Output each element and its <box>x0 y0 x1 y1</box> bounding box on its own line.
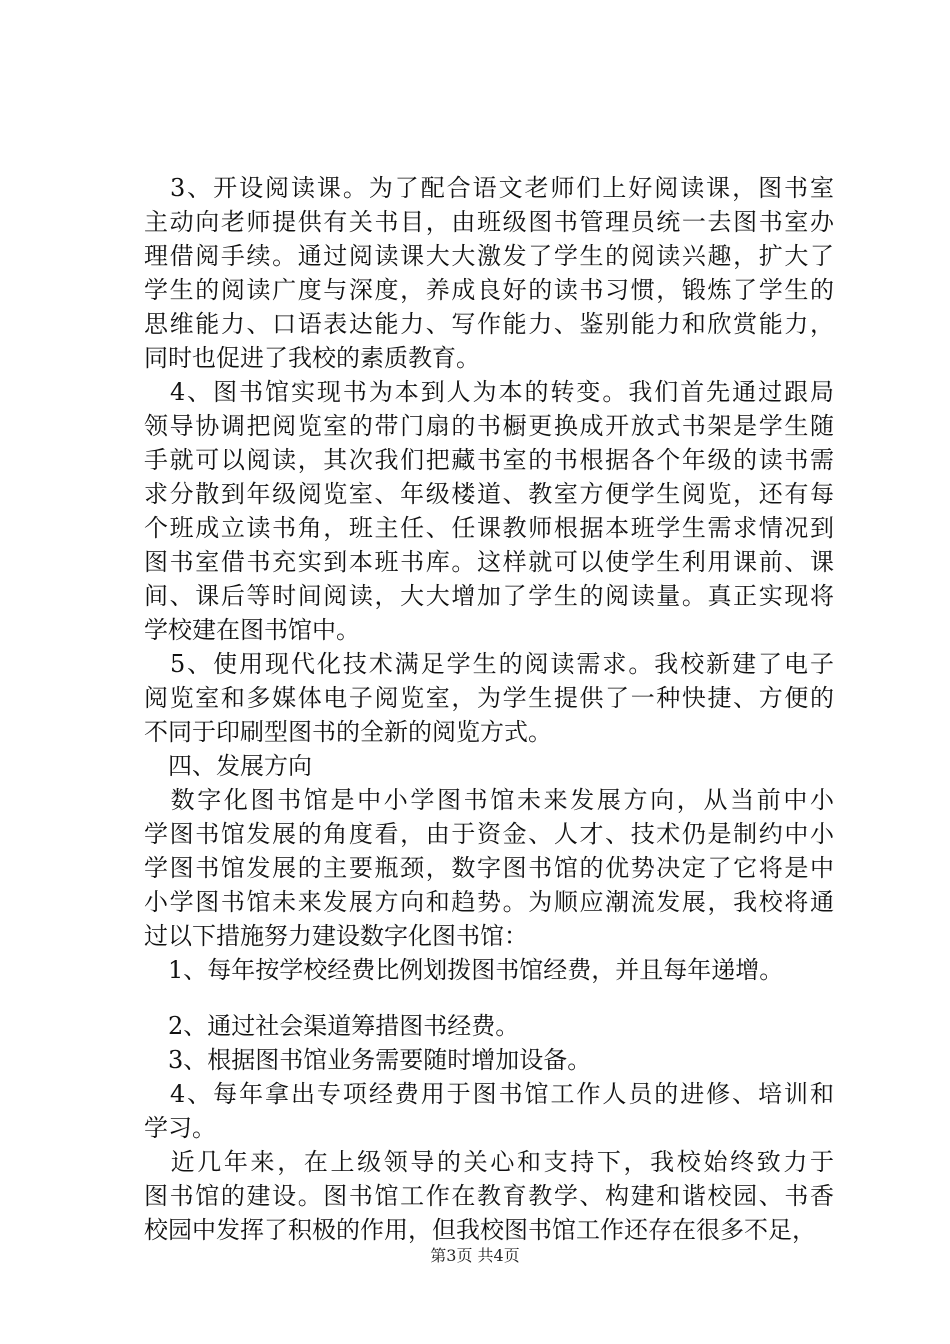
text-line: 个班成立读书角，班主任、任课教师根据本班学生需求情况到 <box>144 514 834 542</box>
text-line: 5、使用现代化技术满足学生的阅读需求。我校新建了电子 <box>144 650 834 678</box>
text-line: 学图书馆发展的角度看，由于资金、人才、技术仍是制约中小 <box>144 820 834 848</box>
text-line: 3、开设阅读课。为了配合语文老师们上好阅读课，图书室 <box>144 174 834 202</box>
text-line: 同时也促进了我校的素质教育。 <box>144 344 480 372</box>
text-line: 3、根据图书馆业务需要随时增加设备。 <box>144 1046 592 1074</box>
text-line: 过以下措施努力建设数字化图书馆： <box>144 922 528 950</box>
page-number-footer: 第3页 共4页 <box>430 1246 520 1265</box>
text-line: 2、通过社会渠道筹措图书经费。 <box>144 1012 520 1040</box>
text-line: 1、每年按学校经费比例划拨图书馆经费，并且每年递增。 <box>144 956 784 984</box>
text-line: 主动向老师提供有关书目，由班级图书管理员统一去图书室办 <box>144 208 834 236</box>
text-line: 图书室借书充实到本班书库。这样就可以使学生利用课前、课 <box>144 548 834 576</box>
text-line: 阅览室和多媒体电子阅览室，为学生提供了一种快捷、方便的 <box>144 684 834 712</box>
text-line: 学校建在图书馆中。 <box>144 616 360 644</box>
text-line: 校园中发挥了积极的作用，但我校图书馆工作还存在很多不足， <box>144 1216 816 1244</box>
section-heading: 四、发展方向 <box>144 752 312 780</box>
text-line: 不同于印刷型图书的全新的阅览方式。 <box>144 718 552 746</box>
text-line: 学习。 <box>144 1114 216 1142</box>
text-line: 学生的阅读广度与深度，养成良好的读书习惯，锻炼了学生的 <box>144 276 834 304</box>
text-line: 领导协调把阅览室的带门扇的书橱更换成开放式书架是学生随 <box>144 412 834 440</box>
text-line: 求分散到年级阅览室、年级楼道、教室方便学生阅览，还有每 <box>144 480 834 508</box>
text-line: 学图书馆发展的主要瓶颈，数字图书馆的优势决定了它将是中 <box>144 854 834 882</box>
text-line: 思维能力、口语表达能力、写作能力、鉴别能力和欣赏能力， <box>144 310 834 338</box>
text-line: 小学图书馆未来发展方向和趋势。为顺应潮流发展，我校将通 <box>144 888 834 916</box>
text-line: 理借阅手续。通过阅读课大大激发了学生的阅读兴趣，扩大了 <box>144 242 834 270</box>
text-line: 手就可以阅读，其次我们把藏书室的书根据各个年级的读书需 <box>144 446 834 474</box>
text-line: 图书馆的建设。图书馆工作在教育教学、构建和谐校园、书香 <box>144 1182 834 1210</box>
text-line: 4、图书馆实现书为本到人为本的转变。我们首先通过跟局 <box>144 378 834 406</box>
text-line: 间、课后等时间阅读，大大增加了学生的阅读量。真正实现将 <box>144 582 834 610</box>
text-line: 近几年来，在上级领导的关心和支持下，我校始终致力于 <box>144 1148 834 1176</box>
text-line: 数字化图书馆是中小学图书馆未来发展方向，从当前中小 <box>144 786 834 814</box>
text-line: 4、每年拿出专项经费用于图书馆工作人员的进修、培训和 <box>144 1080 834 1108</box>
